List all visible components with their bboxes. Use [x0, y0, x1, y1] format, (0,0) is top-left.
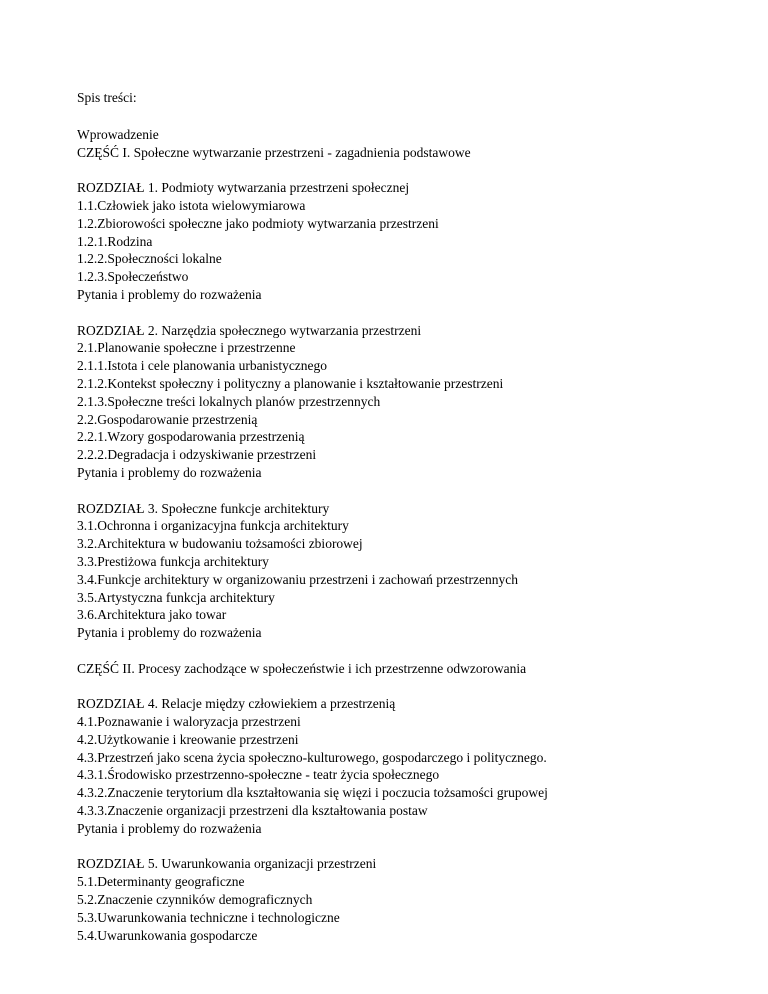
toc-entry: 2.2.2.Degradacja i odzyskiwanie przestrzeni [77, 447, 317, 463]
document-page [77, 89, 747, 962]
toc-section [77, 500, 747, 642]
toc-section [77, 126, 747, 162]
toc-entry: Pytania i problemy do rozważenia [77, 286, 262, 302]
toc-entry: 4.3.2.Znaczenie terytorium dla kształtowania się więzi i poczucia tożsamości grupowej [77, 785, 548, 801]
toc-entry: 3.6.Architektura jako towar [77, 607, 227, 623]
toc-entry: 2.2.Gospodarowanie przestrzenią [77, 411, 258, 427]
toc-entry: 5.2.Znaczenie czynników demograficznych [77, 892, 313, 908]
toc-entry: 4.3.1.Środowisko przestrzenno-społeczne - teatr życia społecznego [77, 767, 440, 783]
toc-entry: 4.1.Poznawanie i waloryzacja przestrzeni [77, 714, 301, 730]
toc-entry: 3.5.Artystyczna funkcja architektury [77, 589, 275, 605]
toc-section [77, 855, 747, 944]
toc-entry: 5.4.Uwarunkowania gospodarcze [77, 927, 258, 943]
toc-entry: Wprowadzenie [77, 126, 159, 142]
toc-entry: Pytania i problemy do rozważenia [77, 820, 262, 836]
toc-section [77, 695, 747, 837]
toc-entry: 3.2.Architektura w budowaniu tożsamości zbiorowej [77, 536, 363, 552]
toc-entry: CZĘŚĆ I. Społeczne wytwarzanie przestrzeni - zagadnienia podstawowe [77, 144, 471, 160]
toc-section [77, 322, 747, 482]
toc-entry: 1.2.1.Rodzina [77, 233, 153, 249]
toc-entry: 4.2.Użytkowanie i kreowanie przestrzeni [77, 731, 299, 747]
toc-entry: 5.1.Determinanty geograficzne [77, 874, 245, 890]
toc-entry: Pytania i problemy do rozważenia [77, 464, 262, 480]
toc-entry: Pytania i problemy do rozważenia [77, 625, 262, 641]
toc-entry: ROZDZIAŁ 2. Narzędzia społecznego wytwarzania przestrzeni [77, 322, 422, 338]
toc-section [77, 660, 747, 678]
toc-entry: 3.1.Ochronna i organizacyjna funkcja architektury [77, 518, 349, 534]
toc-entry: 2.1.3.Społeczne treści lokalnych planów przestrzennych [77, 393, 381, 409]
toc-entry: ROZDZIAŁ 4. Relacje między człowiekiem a przestrzenią [77, 696, 396, 712]
toc-entry: CZĘŚĆ II. Procesy zachodzące w społeczeństwie i ich przestrzenne odwzorowania [77, 660, 527, 676]
toc-entry: 5.3.Uwarunkowania techniczne i technologiczne [77, 909, 340, 925]
toc-body [77, 126, 747, 945]
toc-section [77, 179, 747, 304]
toc-entry: ROZDZIAŁ 5. Uwarunkowania organizacji przestrzeni [77, 856, 377, 872]
toc-entry: 2.1.2.Kontekst społeczny i polityczny a planowanie i kształtowanie przestrzeni [77, 375, 504, 391]
toc-entry: 2.2.1.Wzory gospodarowania przestrzenią [77, 429, 305, 445]
toc-entry: 3.3.Prestiżowa funkcja architektury [77, 553, 269, 569]
toc-entry: ROZDZIAŁ 3. Społeczne funkcje architektury [77, 500, 330, 516]
toc-entry: 1.2.2.Społeczności lokalne [77, 251, 222, 267]
toc-entry: 2.1.Planowanie społeczne i przestrzenne [77, 340, 296, 356]
toc-entry: ROZDZIAŁ 1. Podmioty wytwarzania przestrzeni społecznej [77, 180, 410, 196]
toc-entry: 1.2.Zbiorowości społeczne jako podmioty wytwarzania przestrzeni [77, 215, 439, 231]
toc-entry: 2.1.1.Istota i cele planowania urbanistycznego [77, 358, 328, 374]
toc-heading: Spis treści: [77, 90, 137, 105]
toc-entry: 1.1.Człowiek jako istota wielowymiarowa [77, 197, 306, 213]
toc-entry: 4.3.Przestrzeń jako scena życia społeczno-kulturowego, gospodarczego i politycznego. [77, 749, 547, 765]
toc-entry: 1.2.3.Społeczeństwo [77, 269, 189, 285]
toc-entry: 3.4.Funkcje architektury w organizowaniu przestrzeni i zachowań przestrzennych [77, 571, 518, 587]
toc-entry: 4.3.3.Znaczenie organizacji przestrzeni dla kształtowania postaw [77, 803, 428, 819]
